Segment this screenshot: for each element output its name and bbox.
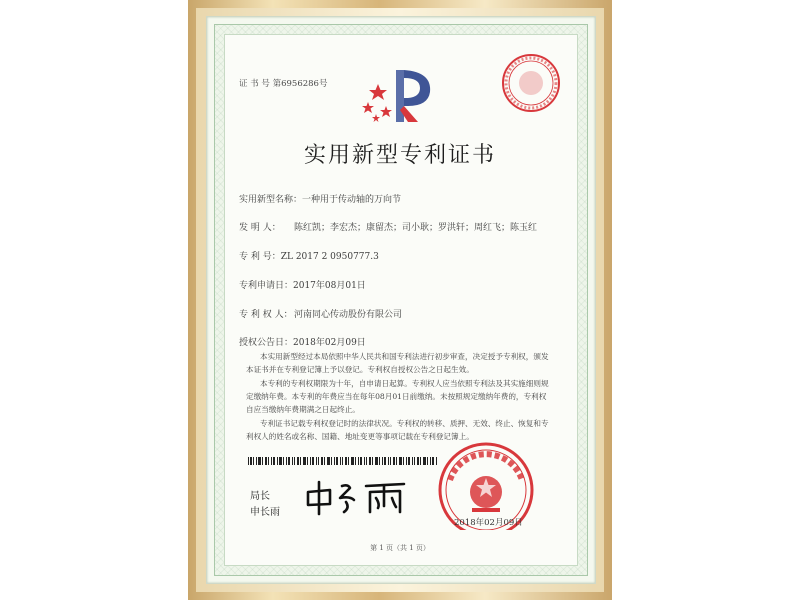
- official-title: 局长: [250, 491, 270, 502]
- barcode: [248, 457, 438, 465]
- seal-date: 2018年02月09日: [454, 518, 523, 528]
- signature: [300, 478, 412, 516]
- patentee-name: 河南同心传动股份有限公司: [294, 310, 403, 320]
- certificate-number: 证 书 号 第6956286号: [239, 79, 328, 89]
- patentee-label: 专 利 权 人：: [239, 310, 293, 320]
- small-red-seal: [500, 52, 562, 114]
- body-paragraph-2: 本专利的专利权期限为十年，自申请日起算。专利权人应当依照专利法及其实施细则规定缴纳年费。本专利的年费应当在每年08月01日前缴纳。未按照规定缴纳年费的，专利权自应当缴纳年费期满之日起终止。: [246, 379, 549, 414]
- inventor-label: 发 明 人：: [239, 223, 281, 233]
- cnipa-logo: [358, 62, 444, 128]
- certificate-title: 实用新型专利证书: [303, 143, 496, 168]
- body-paragraph-3: 专利证书记载专利权登记时的法律状况。专利权的转移、质押、无效、终止、恢复和专利权人的姓名或名称、国籍、地址变更等事项记载在专利登记簿上。: [246, 419, 549, 441]
- body-paragraph-1: 本实用新型经过本局依照中华人民共和国专利法进行初步审查，决定授予专利权，颁发本证书并在专利登记簿上予以登记。专利权自授权公告之日起生效。: [246, 352, 549, 374]
- utility-model-name: 实用新型名称：一种用于传动轴的万向节: [239, 195, 402, 205]
- page-footer: 第 1 页（共 1 页）: [370, 544, 430, 552]
- official-name: 申长雨: [250, 507, 280, 518]
- filing-date: 专利申请日：2017年08月01日: [239, 281, 366, 291]
- patent-number: 专 利 号：ZL 2017 2 0950777.3: [239, 252, 379, 262]
- grant-date: 授权公告日：2018年02月09日: [239, 338, 366, 348]
- inventor-names: 陈红凯；李宏杰；康留杰；司小耿；罗洪轩；周红飞；陈玉红: [294, 223, 538, 233]
